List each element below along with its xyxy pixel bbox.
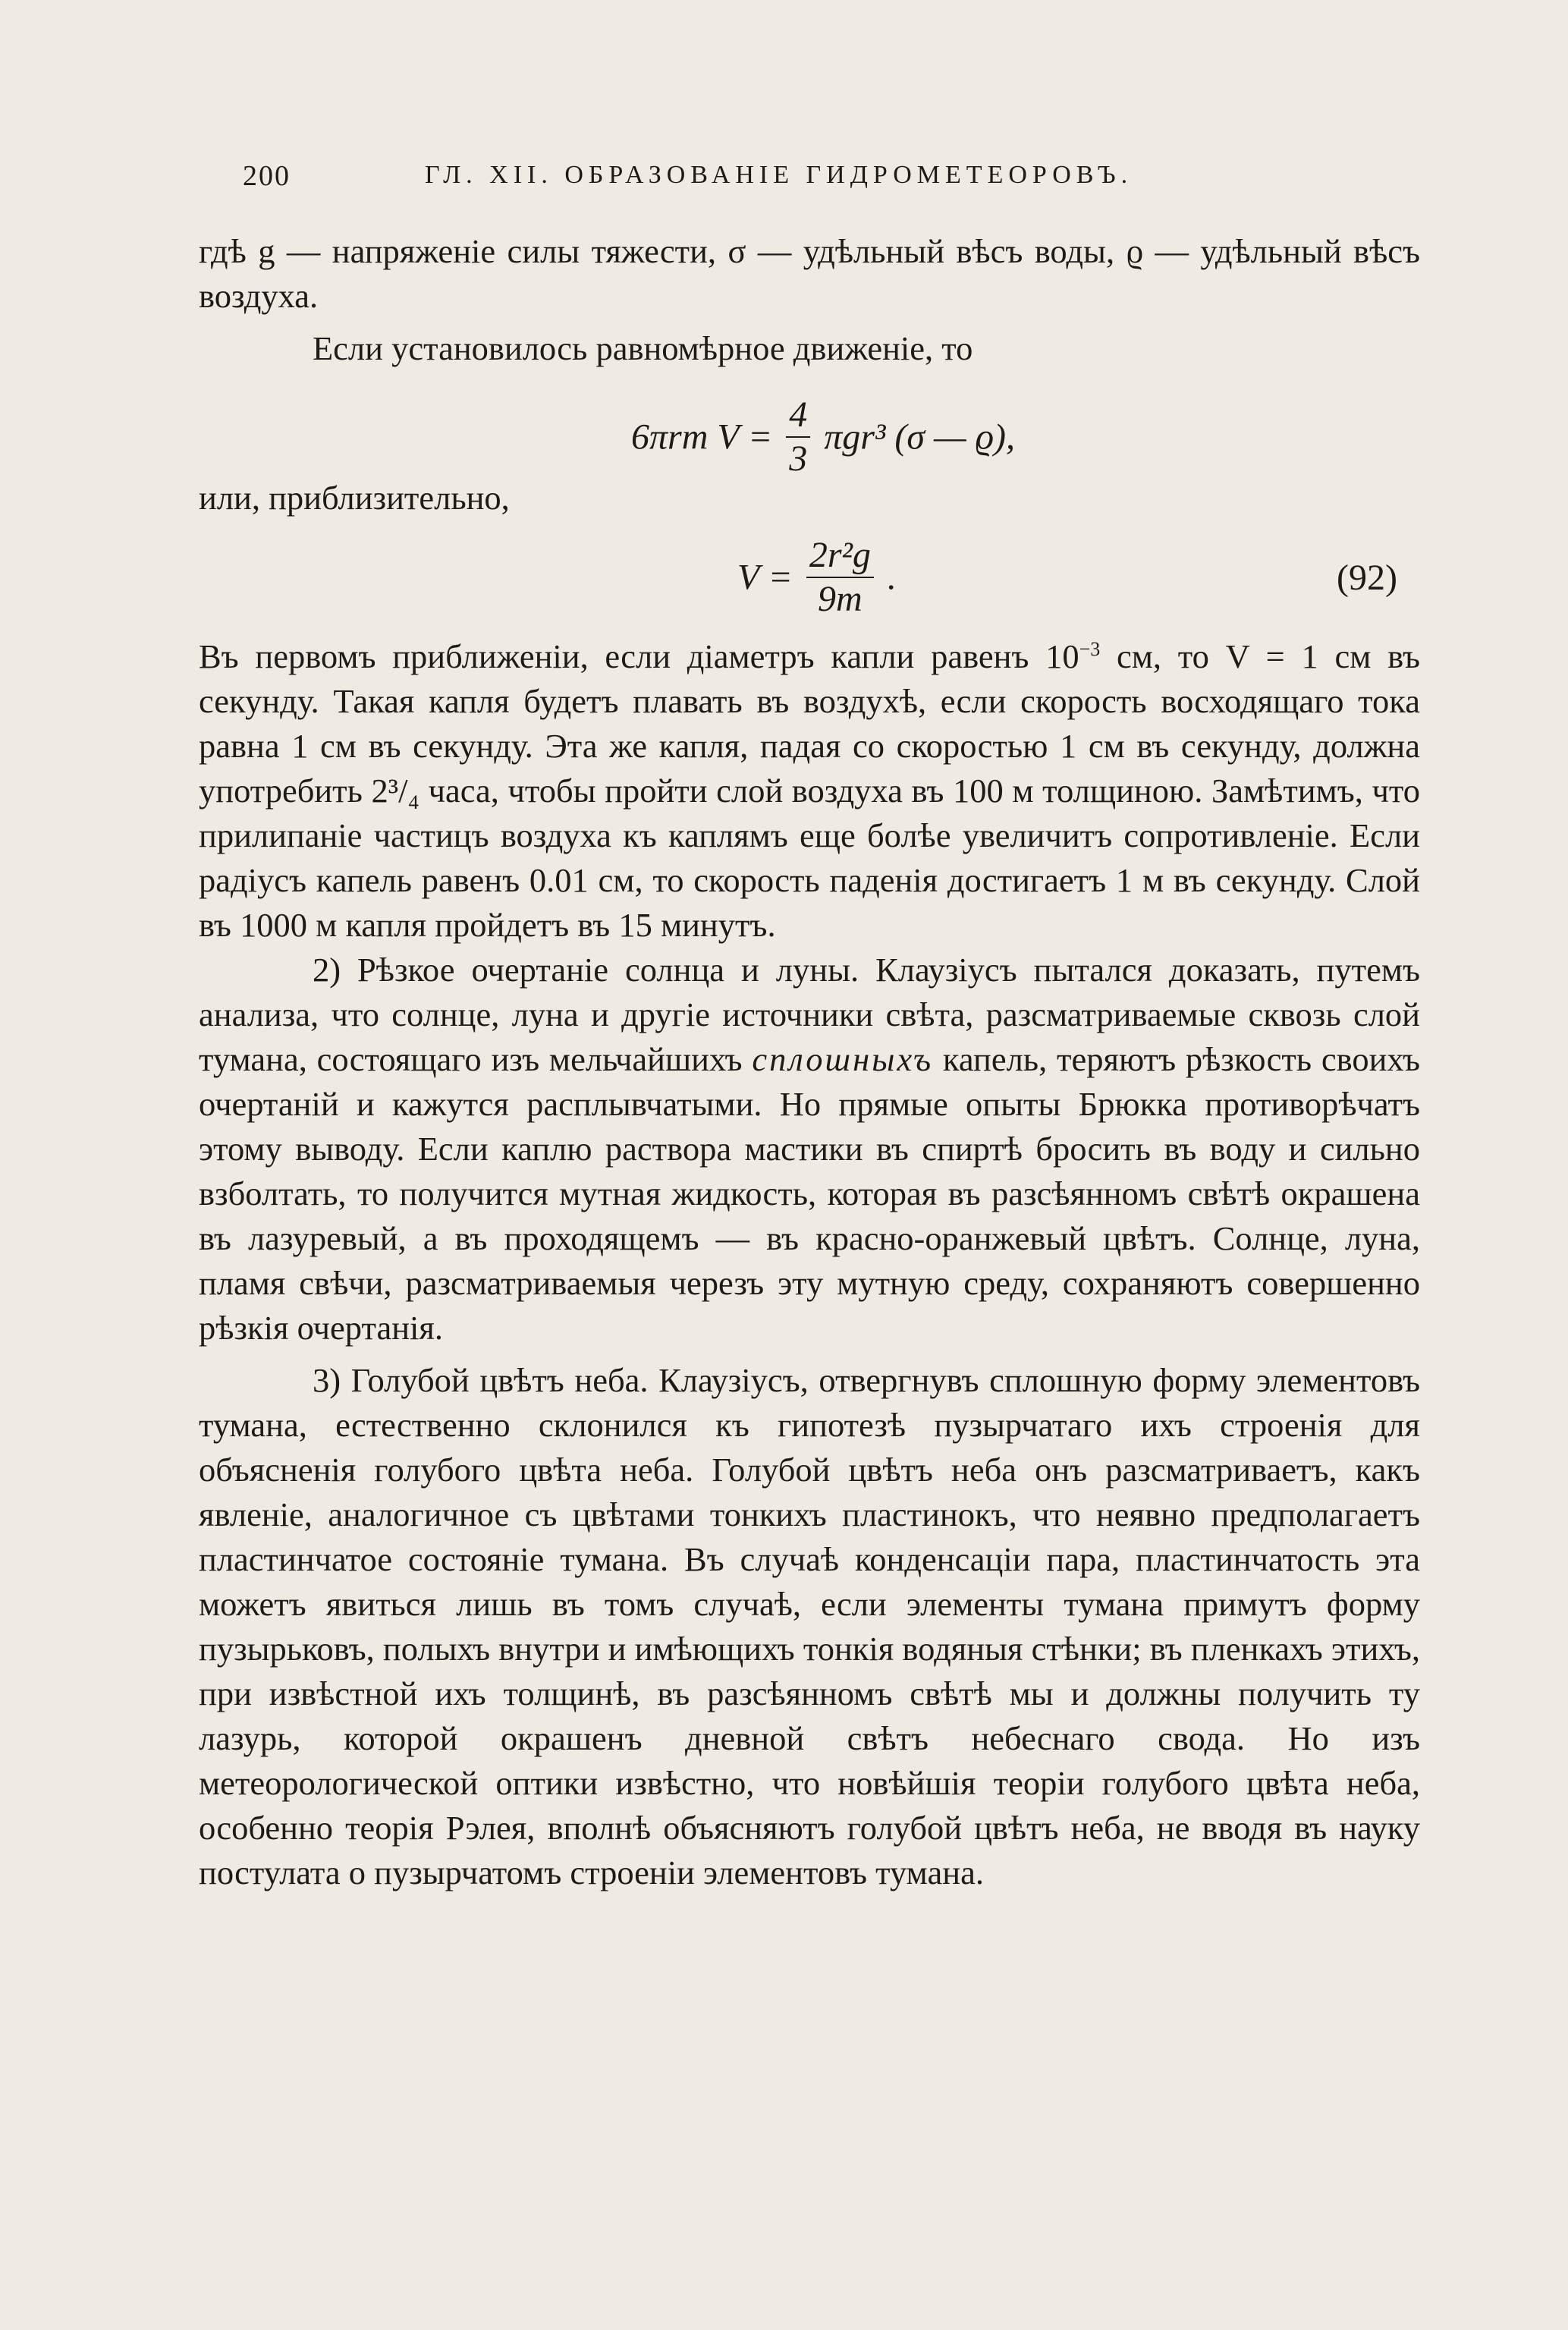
paragraph-uniform-motion: Если установилось равномѣрное движеніе, то <box>313 329 973 367</box>
formula-2-lhs: V = <box>737 557 793 598</box>
formula-1-denominator: 3 <box>789 439 808 479</box>
formula-1-lhs: 6πrm V = <box>631 417 773 458</box>
paragraph-definitions: гдѣ g — напряженіе силы тяжести, σ — удѣльный вѣсъ воды, ϱ — удѣльный вѣсъ воздуха. <box>199 232 1420 315</box>
page-header <box>243 159 1252 205</box>
paragraph-4-part-b: см, то V = 1 см въ секунду. Такая капля будетъ плавать въ воздухѣ, если скорость восходящаго тока равна 1 см въ секунду. Эта же капля, падая со скоростью 1 см въ секунду, должна употребить 2³/₄ часа, чтобы пройти слой воздуха въ 100 м толщиною. Замѣтимъ, что прилипаніе частицъ воздуха къ каплямъ еще болѣе увеличитъ сопротивленіе. Если радіусъ капель равенъ 0.01 см, то скорость паденія достигаетъ 1 м въ секунду. Слой въ 1000 м капля пройдетъ въ 15 минутъ. <box>199 637 1420 944</box>
formula-equilibrium <box>199 377 1420 479</box>
emphasized-word: сплошныхъ <box>752 1040 934 1078</box>
paragraph-approx: или, приблизительно, <box>199 479 510 517</box>
paragraph-4-part-a: Въ первомъ приближеніи, если діаметръ капли равенъ 10 <box>199 637 1079 675</box>
paragraph-sharp-outline <box>199 948 1420 1351</box>
formula-2-fraction <box>806 534 874 621</box>
equation-number: (92) <box>1337 558 1397 598</box>
paragraph-first-approximation <box>199 634 1420 948</box>
formula-2-denominator: 9m <box>818 579 863 619</box>
paragraph-5-part-a: 2) Рѣзкое очертаніе солнца и луны. Клаузіусъ пытался доказать, путемъ анализа, что солнце, луна и другіе источники свѣта, разсматриваемые сквозь слой тумана, состоящаго изъ мельчайшихъ <box>199 951 1420 1078</box>
formula-2-numerator: 2r²g <box>806 534 874 578</box>
exponent: −3 <box>1079 638 1101 661</box>
formula-2-tail: . <box>887 557 897 598</box>
paragraph-blue-sky: 3) Голубой цвѣтъ неба. Клаузіусъ, отвергнувъ сплошную форму элементовъ тумана, естественно склонился къ гипотезѣ пузырчатаго ихъ строенія для объясненія голубого цвѣта неба. Голубой цвѣтъ неба онъ разсматриваетъ, какъ явленіе, аналогичное съ цвѣтами тонкихъ пластинокъ, что неявно предполагаетъ пластинчатое состояніе тумана. Въ случаѣ конденсаціи пара, пластинчатость эта можетъ явиться лишь въ томъ случаѣ, если элементы тумана примутъ форму пузырьковъ, полыхъ внутри и имѣющихъ тонкія водяныя стѣнки; въ пленкахъ этихъ, при извѣстной ихъ толщинѣ, въ разсѣянномъ свѣтѣ мы и должны получить ту лазурь, которой окрашенъ дневной свѣтъ небеснаго свода. Но изъ метеорологической оптики извѣстно, что новѣйшія теоріи голубого цвѣта неба, особенно теорія Рэлея, вполнѣ объясняютъ голубой цвѣтъ неба, не вводя въ науку постулата о пузырчатомъ строеніи элементовъ тумана. <box>199 1361 1420 1891</box>
formula-1-fraction <box>786 394 810 480</box>
page-number: 200 <box>243 160 291 192</box>
formula-1-numerator: 4 <box>786 394 810 438</box>
formula-1-rhs: πgr³ (σ — ϱ), <box>824 417 1016 458</box>
paragraph-5-part-b: капель, теряютъ рѣзкость своихъ очертаній и кажутся расплывчатыми. Но прямые опыты Брюкка противорѣчатъ этому выводу. Если каплю раствора мастики въ спиртѣ бросить въ воду и сильно взболтать, то получится мутная жидкость, которая въ разсѣянномъ свѣтѣ окрашена въ лазуревый, а въ проходящемъ — въ красно-оранжевый цвѣтъ. Солнце, луна, пламя свѣчи, разсматриваемыя черезъ эту мутную среду, сохраняютъ совершенно рѣзкія очертанія. <box>199 1040 1420 1347</box>
formula-92 <box>199 520 1420 634</box>
page-body <box>199 229 1420 1895</box>
running-title: ГЛ. XII. ОБРАЗОВАНІЕ ГИДРОМЕТЕОРОВЪ. <box>425 161 1133 189</box>
